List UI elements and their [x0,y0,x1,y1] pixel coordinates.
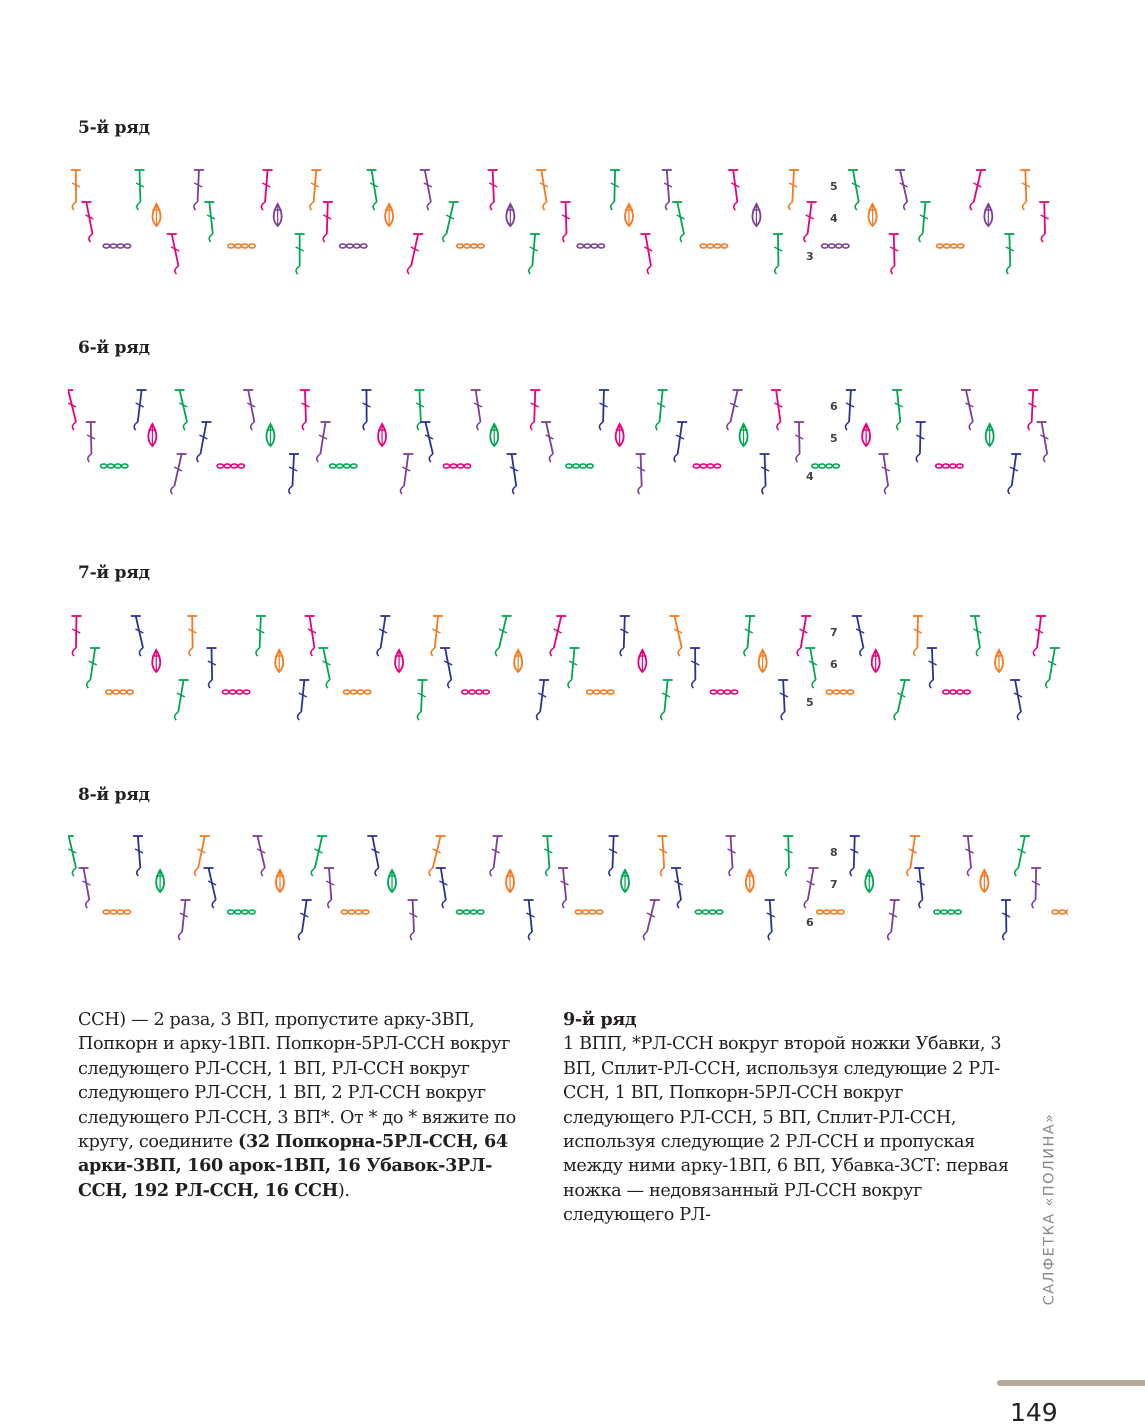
popcorn-stitch-symbol [616,424,624,446]
tall-stitch-symbol [1001,900,1011,940]
tall-stitch-symbol [894,680,910,720]
tall-stitch-symbol [728,170,739,210]
popcorn-stitch-symbol [274,204,282,226]
popcorn-stitch-symbol [148,424,156,446]
tall-stitch-symbol [690,648,700,688]
chain-stitch-symbol [456,910,483,914]
tall-stitch-symbol [805,648,817,688]
tall-stitch-symbol [420,422,433,462]
tall-stitch-symbol [367,836,379,876]
tall-stitch-symbol [1039,202,1049,242]
tall-stitch-symbol [206,648,216,688]
popcorn-stitch-symbol [156,870,164,892]
chain-stitch-symbol [937,244,964,248]
popcorn-stitch-symbol [266,424,274,446]
page-accent-bar [997,1380,1145,1386]
tall-stitch-symbol [797,616,811,656]
chain-stitch-symbol [106,690,133,694]
tall-stitch-symbol [778,680,788,720]
tall-stitch-symbol [1008,454,1021,494]
tall-stitch-symbol [367,170,379,210]
chain-stitch-symbol [817,910,844,914]
tall-stitch-symbol [541,422,553,462]
chain-stitch-symbol [1052,910,1068,914]
tall-stitch-symbol [175,390,188,430]
tall-stitch-symbol [204,868,217,908]
tall-stitch-symbol [81,202,93,242]
chapter-side-label [1038,1058,1060,1360]
row-8-chart [68,834,1068,954]
tall-stitch-symbol [542,836,552,876]
row-7-chart [68,614,1068,734]
tall-stitch-symbol [167,234,179,274]
tall-stitch-symbol [1037,422,1049,462]
chart-row-label: 6 [830,400,838,413]
popcorn-stitch-symbol [752,204,760,226]
row-9-text: 1 ВПП, *РЛ-ССН вокруг второй ножки Убавки, 3 ВП, Сплит-РЛ-ССН, используя следующие 2 РЛ-ССН, 1 ВП, Попкорн-5РЛ-ССН вокруг следующего РЛ-ССН, 5 ВП, Сплит-РЛ-ССН, используя следующие 2 РЛ-ССН и пропуская между ними арку-1ВП, 6 ВП, Убавка-3СТ: первая ножка — недовязанный РЛ-ССН вокруг следующего РЛ- [563,1032,1015,1227]
tall-stitch-symbol [878,454,889,494]
tall-stitch-symbol [771,390,782,430]
tall-stitch-symbol [961,390,973,430]
tall-stitch-symbol [609,836,619,876]
tall-stitch-symbol [171,454,187,494]
tall-stitch-symbol [850,836,860,876]
tall-stitch-symbol [599,390,609,430]
tall-stitch-symbol [558,868,569,908]
chart-row-label: 5 [830,432,838,445]
chain-stitch-symbol [443,464,470,468]
row-5-chart [68,168,1068,288]
tall-stitch-symbol [674,422,687,462]
chain-stitch-symbol [341,910,368,914]
tall-stitch-symbol [524,900,535,940]
chart-row-label: 5 [806,696,814,709]
tall-stitch-symbol [252,836,265,876]
tall-stitch-symbol [895,170,908,210]
chain-stitch-symbol [943,690,970,694]
tall-stitch-symbol [963,836,974,876]
tall-stitch-symbol [1004,234,1014,274]
popcorn-stitch-symbol [740,424,748,446]
instructions-row-8-close: ). [338,1181,350,1201]
tall-stitch-symbol [318,648,330,688]
tall-stitch-symbol [295,234,305,274]
tall-stitch-symbol [408,900,418,940]
popcorn-stitch-symbol [862,424,870,446]
popcorn-stitch-symbol [395,650,403,672]
tall-stitch-symbol [443,202,459,242]
tall-stitch-symbol [662,170,672,210]
popcorn-stitch-symbol [995,650,1003,672]
chain-stitch-symbol [936,464,963,468]
tall-stitch-symbol [536,170,548,210]
popcorn-stitch-symbol [152,204,160,226]
tall-stitch-symbol [135,170,145,210]
instructions-left-column [78,1008,533,1203]
chart-row-label: 7 [830,878,838,891]
chart-row-label: 7 [830,626,838,639]
tall-stitch-symbol [414,390,424,430]
tall-stitch-symbol [175,680,189,720]
tall-stitch-symbol [657,836,667,876]
chain-stitch-symbol [695,910,722,914]
tall-stitch-symbol [744,616,755,656]
popcorn-stitch-symbol [984,204,992,226]
chapter-side-label-text: САЛФЕТКА «ПОЛИНА» [1041,1113,1057,1306]
tall-stitch-symbol [133,836,143,876]
tall-stitch-symbol [323,202,333,242]
chain-stitch-symbol [222,690,249,694]
tall-stitch-symbol [256,616,266,656]
popcorn-stitch-symbol [746,870,754,892]
tall-stitch-symbol [440,648,452,688]
tall-stitch-symbol [361,390,371,430]
tall-stitch-symbol [311,836,327,876]
tall-stitch-symbol [204,202,215,242]
tall-stitch-symbol [408,234,424,274]
chain-stitch-symbol [693,464,720,468]
chain-stitch-symbol [101,464,128,468]
tall-stitch-symbol [970,170,986,210]
instructions-row-8-end [78,1008,533,1203]
chain-stitch-symbol [217,464,244,468]
tall-stitch-symbol [919,202,930,242]
chain-stitch-symbol [812,464,839,468]
chart-row-label: 4 [830,212,838,225]
tall-stitch-symbol [643,900,659,940]
instructions-right-column [563,1008,1015,1228]
row-8-title: 8-й ряд [78,785,150,805]
row-7-title: 7-й ряд [78,563,150,583]
page-number: 149 [1010,1398,1058,1427]
tall-stitch-symbol [794,422,804,462]
tall-stitch-symbol [68,390,76,430]
tall-stitch-symbol [892,390,903,430]
chain-stitch-symbol [710,690,737,694]
tall-stitch-symbol [261,170,272,210]
tall-stitch-symbol [671,868,683,908]
tall-stitch-symbol [68,836,76,876]
popcorn-stitch-symbol [865,870,873,892]
popcorn-stitch-symbol [388,870,396,892]
tall-stitch-symbol [783,836,793,876]
tall-stitch-symbol [529,234,540,274]
tall-stitch-symbol [1031,868,1041,908]
tall-stitch-symbol [610,170,620,210]
chain-stitch-symbol [700,244,727,248]
popcorn-stitch-symbol [869,204,877,226]
popcorn-stitch-symbol [152,650,160,672]
tall-stitch-symbol [670,616,683,656]
tall-stitch-symbol [310,170,321,210]
tall-stitch-symbol [179,900,191,940]
chain-stitch-symbol [103,910,130,914]
tall-stitch-symbol [243,390,255,430]
instructions-row-8-totals: (32 Попкорна-5РЛ-ССН, 64 арки-3ВП, 160 арок-1ВП, 16 Убавок-3РЛ-ССН, 192 РЛ-ССН, 16 ССН [78,1131,508,1201]
chain-stitch-symbol [103,244,130,248]
tall-stitch-symbol [656,390,668,430]
chain-stitch-symbol [587,690,614,694]
tall-stitch-symbol [289,454,299,494]
tall-stitch-symbol [431,616,443,656]
chain-stitch-symbol [329,464,356,468]
tall-stitch-symbol [852,616,864,656]
tall-stitch-symbol [1046,648,1060,688]
tall-stitch-symbol [727,390,743,430]
tall-stitch-symbol [804,202,817,242]
chain-stitch-symbol [462,690,489,694]
tall-stitch-symbol [507,454,518,494]
tall-stitch-symbol [970,616,982,656]
tall-stitch-symbol [490,836,503,876]
tall-stitch-symbol [131,616,144,656]
tall-stitch-symbol [400,454,413,494]
tall-stitch-symbol [305,616,316,656]
popcorn-stitch-symbol [490,424,498,446]
row-6-chart [68,388,1068,508]
tall-stitch-symbol [789,170,799,210]
popcorn-stitch-symbol [506,870,514,892]
tall-stitch-symbol [71,170,81,210]
tall-stitch-symbol [888,900,900,940]
tall-stitch-symbol [194,170,204,210]
chain-stitch-symbol [228,244,255,248]
tall-stitch-symbol [187,616,197,656]
tall-stitch-symbol [530,390,540,430]
tall-stitch-symbol [1033,616,1046,656]
tall-stitch-symbol [298,680,310,720]
tall-stitch-symbol [197,422,212,462]
popcorn-stitch-symbol [506,204,514,226]
chain-stitch-symbol [822,244,849,248]
tall-stitch-symbol [848,170,860,210]
tall-stitch-symbol [86,422,96,462]
chain-stitch-symbol [228,910,255,914]
tall-stitch-symbol [927,648,937,688]
popcorn-stitch-symbol [986,424,994,446]
tall-stitch-symbol [420,170,432,210]
row-5-title: 5-й ряд [78,118,150,138]
chain-stitch-symbol [577,244,604,248]
popcorn-stitch-symbol [759,650,767,672]
popcorn-stitch-symbol [638,650,646,672]
tall-stitch-symbol [1028,390,1038,430]
tall-stitch-symbol [134,390,147,430]
chain-stitch-symbol [566,464,593,468]
tall-stitch-symbol [773,234,783,274]
tall-stitch-symbol [298,900,311,940]
row-9-title: 9-й ряд [563,1008,1015,1032]
popcorn-stitch-symbol [621,870,629,892]
chart-row-label: 4 [806,470,814,483]
tall-stitch-symbol [907,836,920,876]
tall-stitch-symbol [661,680,673,720]
tall-stitch-symbol [765,900,775,940]
chart-row-label: 6 [806,916,814,929]
chain-stitch-symbol [826,690,853,694]
tall-stitch-symbol [636,454,646,494]
tall-stitch-symbol [300,390,310,430]
tall-stitch-symbol [87,648,100,688]
tall-stitch-symbol [195,836,210,876]
tall-stitch-symbol [914,868,925,908]
tall-stitch-symbol [429,836,445,876]
popcorn-stitch-symbol [385,204,393,226]
chain-stitch-symbol [934,910,961,914]
popcorn-stitch-symbol [980,870,988,892]
tall-stitch-symbol [561,202,571,242]
tall-stitch-symbol [317,422,331,462]
popcorn-stitch-symbol [276,870,284,892]
tall-stitch-symbol [672,202,684,242]
tall-stitch-symbol [471,390,482,430]
tall-stitch-symbol [846,390,856,430]
tall-stitch-symbol [377,616,390,656]
tall-stitch-symbol [488,170,498,210]
popcorn-stitch-symbol [625,204,633,226]
chart-row-label: 6 [830,658,838,671]
tall-stitch-symbol [537,680,550,720]
popcorn-stitch-symbol [275,650,283,672]
tall-stitch-symbol [1015,836,1030,876]
tall-stitch-symbol [324,868,334,908]
tall-stitch-symbol [550,616,566,656]
tall-stitch-symbol [726,836,736,876]
tall-stitch-symbol [79,868,91,908]
popcorn-stitch-symbol [378,424,386,446]
tall-stitch-symbol [640,234,652,274]
tall-stitch-symbol [568,648,579,688]
tall-stitch-symbol [913,616,923,656]
chart-row-label: 8 [830,846,838,859]
tall-stitch-symbol [620,616,630,656]
chart-row-label: 5 [830,180,838,193]
tall-stitch-symbol [916,422,926,462]
chart-row-label: 3 [806,250,814,263]
popcorn-stitch-symbol [514,650,522,672]
tall-stitch-symbol [1010,680,1022,720]
tall-stitch-symbol [71,616,81,656]
chain-stitch-symbol [340,244,367,248]
instructions-row-8-text: ССН) — 2 раза, 3 ВП, пропустите арку-3ВП, Попкорн и арку-1ВП. Попкорн-5РЛ-ССН вокруг следующего РЛ-ССН, 1 ВП, РЛ-ССН вокруг следующего РЛ-ССН, 1 ВП, 2 РЛ-ССН вокруг следующего РЛ-ССН, 3 ВП*. От * до * вяжите по кругу, соедините [78,1010,516,1152]
tall-stitch-symbol [436,868,448,908]
chain-stitch-symbol [575,910,602,914]
tall-stitch-symbol [1020,170,1030,210]
popcorn-stitch-symbol [872,650,880,672]
row-6-title: 6-й ряд [78,338,150,358]
tall-stitch-symbol [495,616,511,656]
tall-stitch-symbol [804,868,818,908]
tall-stitch-symbol [417,680,427,720]
chain-stitch-symbol [343,690,370,694]
tall-stitch-symbol [889,234,899,274]
tall-stitch-symbol [760,454,770,494]
chain-stitch-symbol [457,244,484,248]
